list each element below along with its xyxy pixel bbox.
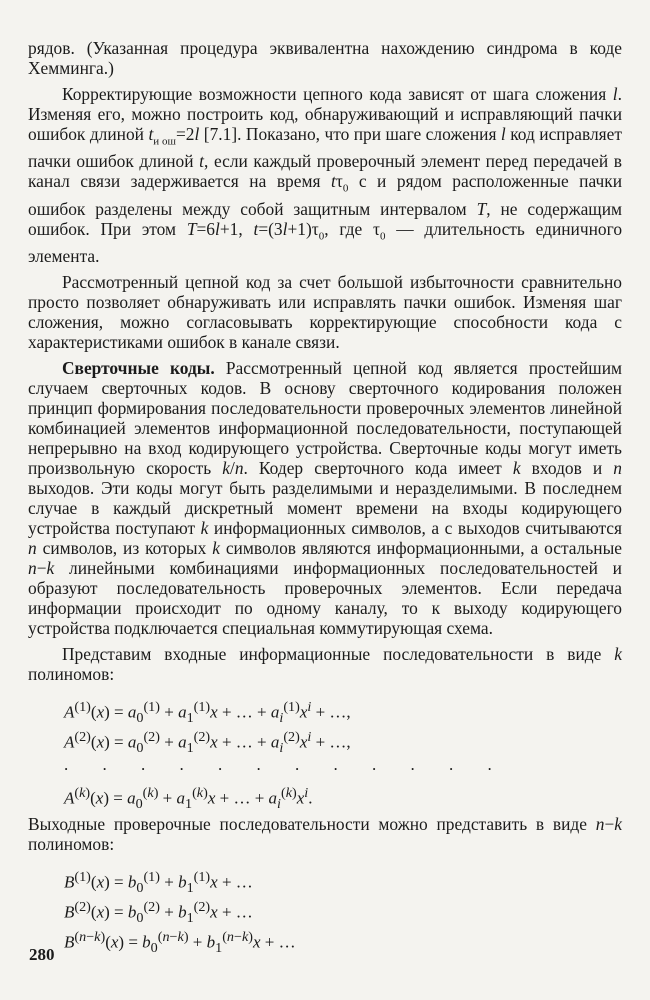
paragraph-chain-code-summary: Рассмотренный цепной код за счет большой избыточности сравнительно просто позволяет обнаруживать или исправлять пачки ошибок. Изменяя шаг сложения, можно согласовывать корректирующие способности кода с характеристиками ошибок в канале связи. <box>28 272 622 353</box>
formula-ellipsis-row: . . . . . . . . . . . . <box>64 755 507 775</box>
section-lead: Сверточные коды. <box>62 358 215 379</box>
formula-a1: $A^{(1)}(x) = a_0^{(1)} + a_1^{(1)}x$ + … + $a_i^{(1)}x^i$ + …, <box>64 699 351 727</box>
formula-b1: $B^{(1)}(x) = b_0^{(1)} + b_1^{(1)}x$ + … <box>64 869 253 897</box>
paragraph-convolutional-codes: Сверточные коды. Рассмотренный цепной код является простейшим случаем сверточных кодов. В основу сверточного кодирования положен принцип формирования последовательности проверочных элементов линейной комбинацией элементов информационной последовательности, поступающей непрерывно на вход кодирующего устройства. Сверточные коды могут иметь произвольную скорость k/n. Кодер сверточного кода имеет k входов и n выходов. Эти коды могут быть разделимыми и неразделимыми. В последнем случае в каждый дискретный момент времени на входы кодирующего устройства поступают k информационных символов, а с выходов считываются n символов, из которых k символов являются информационными, а остальные n−k линейными комбинациями информационных последовательностей и образуют последовательность проверочных элементов. Если передача информации происходит по одному каналу, то к выходу кодирующего устройства подключается специальная коммутирующая схема. <box>28 358 623 639</box>
formula-b2: $B^{(2)}(x) = b_0^{(2)} + b_1^{(2)}x$ + … <box>64 899 253 927</box>
formula-block-b <box>64 862 622 957</box>
formula-a2: $A^{(2)}(x) = a_0^{(2)} + a_1^{(2)}x$ + … + $a_i^{(2)}x^i$ + …, <box>64 729 351 757</box>
paragraph-output-polynomials: Выходные проверочные последовательности можно представить в виде n−k полиномов: <box>28 814 622 855</box>
formula-ak: $A^{(k)}(x) = a_0^{(k)} + a_1^{(k)}x$ + … + $a_i^{(k)}x^i$. <box>64 785 313 813</box>
paragraph-correcting-capability: Корректирующие возможности цепного кода зависят от шага сложения l. Изменяя его, можно построить код, обнаруживающий и исправляющий пачки ошибок длиной $t_{и ош}=2l$ [7.1]. Показано, что при шаге сложения l код исправляет пачки ошибок длиной t, если каждый проверочный элемент перед передачей в канал связи задерживается на время $t\tau_0$ с и рядом расположенные пачки ошибок разделены между собой защитным интервалом T, не содержащим ошибок. При этом T=6l+1, $t=(3l+1)\tau_0$, где $\tau_0$ — длительность единичного элемента. <box>28 84 623 267</box>
formula-bnk: $B^{(n-k)}(x) = b_0^{(n-k)} + b_1^{(n-k)}x$ + … <box>64 929 296 957</box>
page-number: 280 <box>29 945 55 964</box>
paragraph-input-polynomials: Представим входные информационные последовательности в виде k полиномов: <box>28 644 622 685</box>
formula-block-a <box>64 692 622 813</box>
paragraph-continuation: рядов. (Указанная процедура эквивалентна нахождению синдрома в коде Хемминга.) <box>28 38 622 78</box>
